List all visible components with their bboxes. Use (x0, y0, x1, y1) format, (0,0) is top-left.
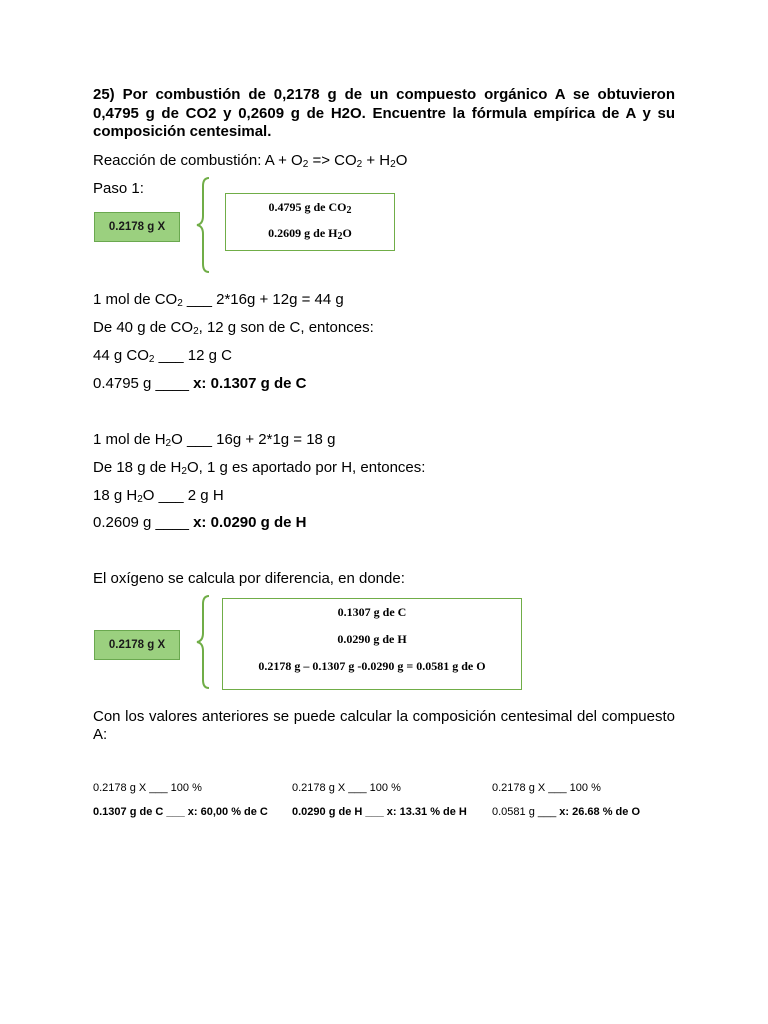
combustion-reaction: Reacción de combustión: $A + O_2 => CO_2 + H_2O$ (93, 152, 408, 170)
oxygen-difference: 0.2178 g – 0.1307 g -0.0290 g = 0.0581 g de O (258, 659, 486, 673)
carbon-line-3: 44 g $CO_2$ ___ 12 g C (93, 347, 232, 365)
step1-label: Paso 1: (93, 180, 144, 197)
carbon-line-2: De 40 g de $CO_2$, 12 g son de C, entonces: (93, 319, 374, 337)
composition-c-result: 0.1307 g de C ___ x: 60,00 % de C (93, 806, 268, 818)
oxygen-intro: El oxígeno se calcula por diferencia, en donde: (93, 570, 405, 587)
hydrogen-result: 0.2609 g ____ x: 0.0290 g de H (93, 514, 307, 531)
sample-box: 0.2178 g X (94, 212, 180, 242)
hydrogen-line-1: 1 mol de $H_2O$ ___ 16g + 2*1g = 18 g (93, 431, 336, 449)
co2-mass: 0.4795 g de $CO_2$ (268, 200, 352, 216)
composition-c-top: 0.2178 g X ___ 100 % (93, 782, 202, 794)
composition-o-top: 0.2178 g X ___ 100 % (492, 782, 601, 794)
problem-statement: 25) Por combustión de 0,2178 g de un compuesto orgánico A se obtuvieron 0,4795 g de CO2 y 0,2609 g de H2O. Encuentre la fórmula empírica de A y su composición centesimal. (93, 86, 675, 140)
composition-intro: Con los valores anteriores se puede calcular la composición centesimal del compuesto A: (93, 708, 675, 743)
h2o-mass: 0.2609 g de $H_2O$ (268, 226, 352, 242)
composition-h-result: 0.0290 g de H ___ x: 13.31 % de H (292, 806, 467, 818)
hydrogen-line-2: De 18 g de $H_2O$, 1 g es aportado por H, entonces: (93, 459, 426, 477)
composition-o-result: 0.0581 g ___ x: 26.68 % de O (492, 806, 641, 818)
carbon-result: 0.4795 g ____ x: 0.1307 g de C (93, 375, 307, 392)
sample-box-2: 0.2178 g X (94, 630, 180, 660)
hydrogen-line-3: 18 g $H_2O$ ___ 2 g H (93, 487, 224, 505)
carbon-mass: 0.1307 g de C (337, 605, 407, 619)
carbon-line-1: 1 mol de $CO_2$ ___ 2*16g + 12g = 44 g (93, 291, 344, 309)
oxygen-box (222, 598, 522, 690)
brace-icon (195, 176, 215, 274)
composition-h-top: 0.2178 g X ___ 100 % (292, 782, 401, 794)
brace-icon (195, 594, 215, 690)
products-box (225, 193, 395, 251)
hydrogen-mass: 0.0290 g de H (337, 632, 407, 646)
